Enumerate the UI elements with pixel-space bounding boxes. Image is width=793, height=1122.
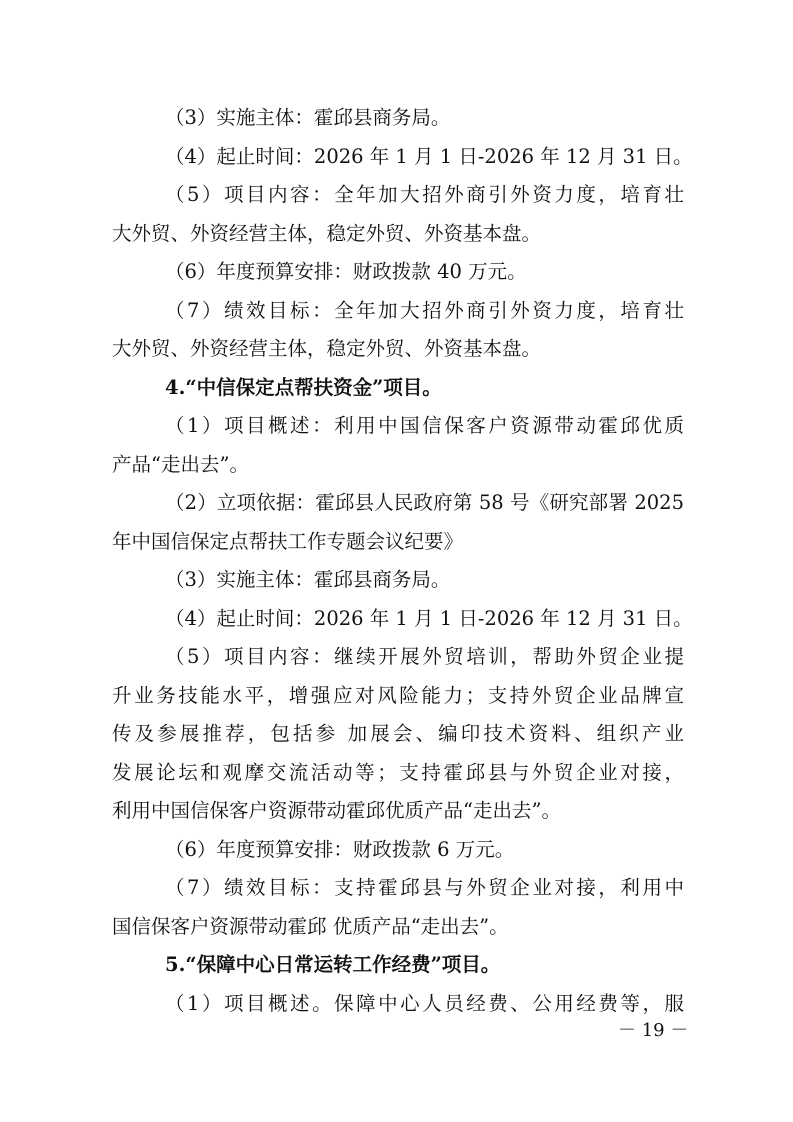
text-line: 产品“走出去”。 [112, 453, 249, 476]
text-line: 发展论坛和观摩交流活动等；支持霍邱县与外贸企业对接， [112, 761, 684, 784]
page-number: － 19 － [618, 1020, 689, 1041]
text-line: （6）年度预算安排：财政拨款 6 万元。 [165, 838, 515, 861]
text-line: 升业务技能水平，增强应对风险能力；支持外贸企业品牌宣 [112, 684, 684, 707]
text-line: （4）起止时间：2026 年 1 月 1 日-2026 年 12 月 31 日。 [165, 145, 693, 168]
text-line: 国信保客户资源带动霍邱 优质产品“走出去”。 [112, 915, 509, 938]
text-line: （4）起止时间：2026 年 1 月 1 日-2026 年 12 月 31 日。 [165, 607, 693, 630]
text-line: 大外贸、外资经营主体，稳定外贸、外资基本盘。 [112, 222, 542, 245]
text-line: 传及参展推荐，包括参 加展会、编印技术资料、组织产业 [112, 722, 684, 745]
section-heading: 5.“保障中心日常运转工作经费”项目。 [165, 953, 501, 976]
text-line: 利用中国信保客户资源带动霍邱优质产品“走出去”。 [112, 799, 561, 822]
text-line: （3）实施主体：霍邱县商务局。 [165, 568, 451, 591]
text-line: （6）年度预算安排：财政拨款 40 万元。 [165, 260, 527, 283]
section-heading: 4.“中信保定点帮扶资金”项目。 [165, 376, 442, 399]
text-line: （5）项目内容：全年加大招外商引外资力度，培育壮 [165, 183, 684, 206]
text-line: 大外贸、外资经营主体，稳定外贸、外资基本盘。 [112, 337, 542, 360]
text-line: （1）项目概述。保障中心人员经费、公用经费等，服 [165, 992, 684, 1015]
text-line: （5）项目内容：继续开展外贸培训，帮助外贸企业提 [165, 645, 684, 668]
text-line: 年中国信保定点帮扶工作专题会议纪要》 [112, 530, 464, 553]
text-line: （3）实施主体：霍邱县商务局。 [165, 106, 451, 129]
text-line: （1）项目概述：利用中国信保客户资源带动霍邱优质 [165, 414, 684, 437]
text-line: （2）立项依据：霍邱县人民政府第 58 号《研究部署 2025 [165, 491, 684, 514]
text-line: （7）绩效目标：全年加大招外商引外资力度，培育壮 [165, 299, 684, 322]
text-line: （7）绩效目标：支持霍邱县与外贸企业对接，利用中 [165, 876, 684, 899]
